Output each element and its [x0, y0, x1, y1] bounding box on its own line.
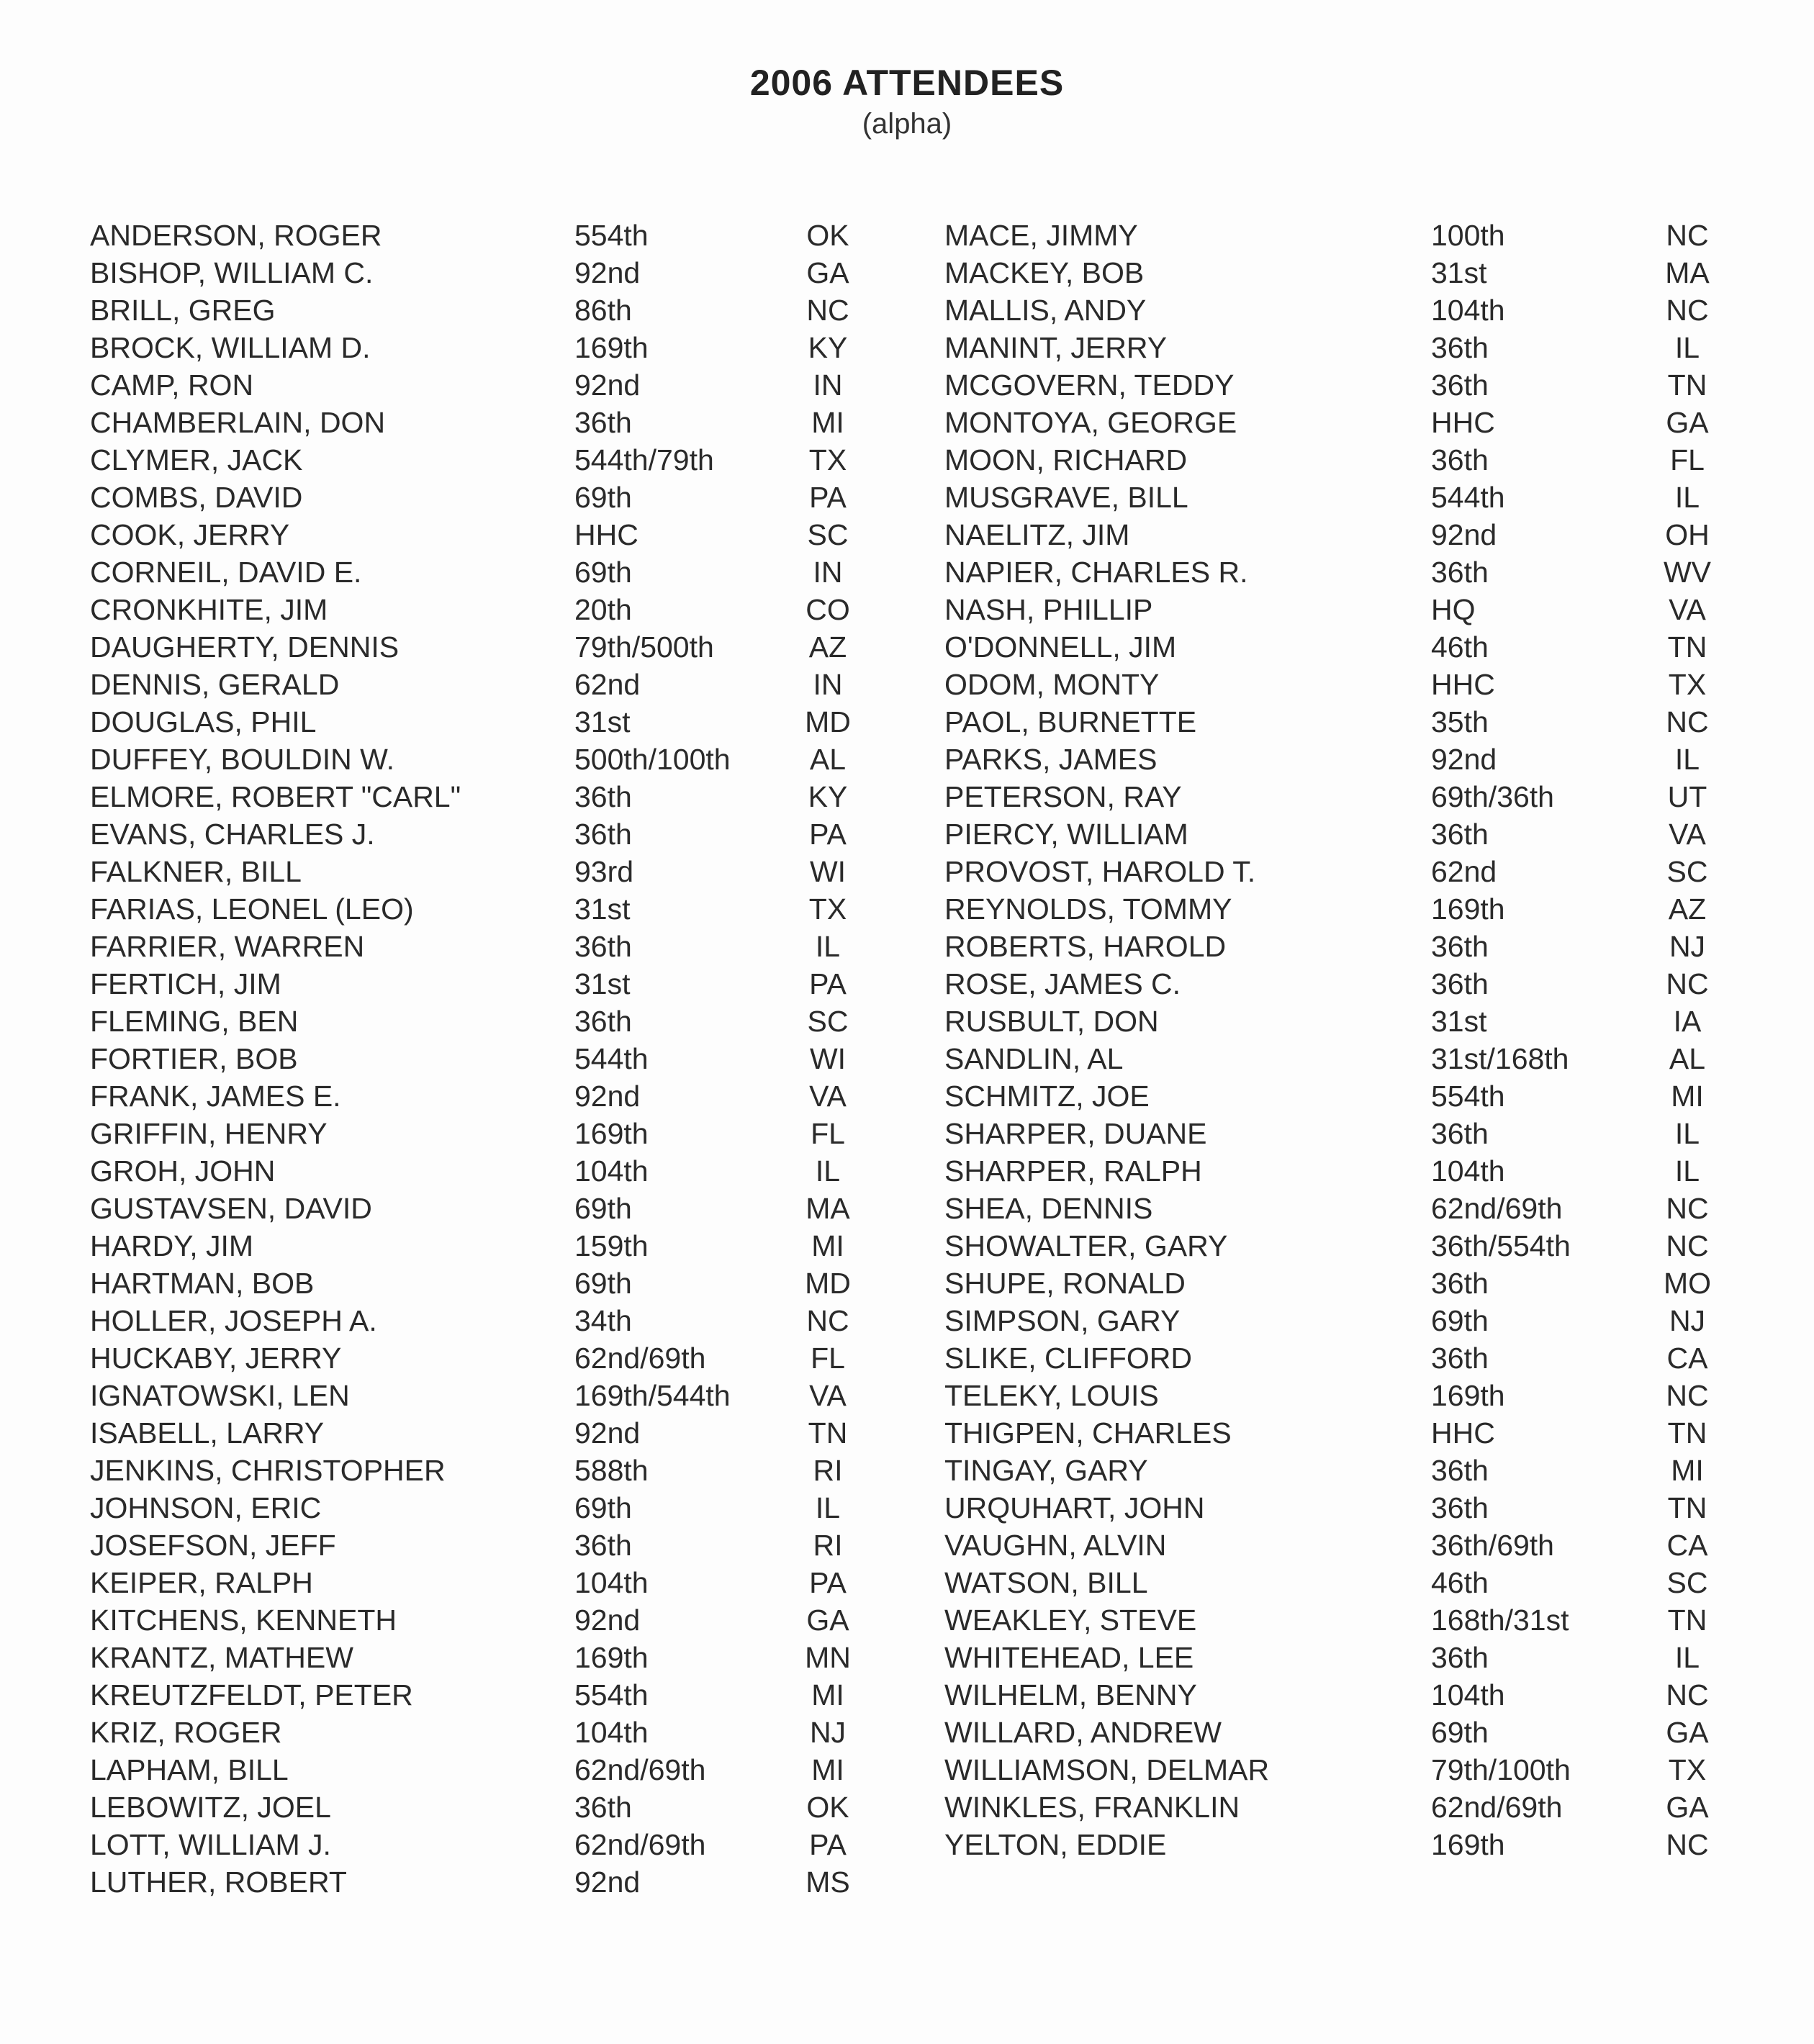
attendee-name: FLEMING, BEN [90, 1005, 299, 1038]
attendee-name: VAUGHN, ALVIN [944, 1529, 1167, 1562]
attendee-name: FRANK, JAMES E. [90, 1080, 341, 1113]
attendee-name: DAUGHERTY, DENNIS [90, 630, 400, 664]
attendee-name: TINGAY, GARY [944, 1454, 1148, 1487]
attendee-unit: 554th [1431, 1080, 1505, 1113]
attendee-unit: 168th/31st [1431, 1604, 1569, 1637]
attendee-name: WILHELM, BENNY [944, 1678, 1197, 1711]
attendee-state: PA [809, 967, 847, 1000]
attendee-state: NC [806, 1304, 849, 1337]
attendee-state: TX [1668, 1753, 1707, 1786]
attendee-name: ROBERTS, HAROLD [944, 930, 1227, 963]
attendee-name: COOK, JERRY [90, 518, 290, 551]
attendee-name: SHARPER, RALPH [944, 1154, 1202, 1188]
attendee-unit: 36th [574, 818, 632, 851]
attendee-name: SLIKE, CLIFFORD [944, 1342, 1193, 1375]
attendee-state: VA [809, 1379, 847, 1412]
attendee-unit: 35th [1431, 705, 1489, 738]
attendee-name: SHOWALTER, GARY [944, 1229, 1228, 1262]
attendee-state: KY [808, 780, 848, 813]
attendee-name: CORNEIL, DAVID E. [90, 556, 362, 589]
attendee-state: MI [1671, 1454, 1704, 1487]
attendee-name: ODOM, MONTY [944, 668, 1160, 701]
attendee-unit: 34th [574, 1304, 632, 1337]
attendee-unit: 36th [1431, 331, 1489, 364]
attendee-state: TN [1667, 1604, 1707, 1637]
attendee-name: SANDLIN, AL [944, 1042, 1124, 1075]
attendee-state: NC [1666, 219, 1709, 252]
attendee-state: SC [807, 1005, 849, 1038]
attendee-unit: 69th [574, 556, 632, 589]
attendee-name: GROH, JOHN [90, 1154, 276, 1188]
attendee-state: MI [811, 1678, 844, 1711]
attendee-unit: 69th [1431, 1716, 1489, 1749]
attendee-unit: 36th [1431, 1342, 1489, 1375]
attendee-unit: 69th [574, 481, 632, 514]
attendee-unit: 544th/79th [574, 443, 714, 476]
attendee-unit: 100th [1431, 219, 1505, 252]
attendee-name: BRILL, GREG [90, 294, 276, 327]
attendee-name: O'DONNELL, JIM [944, 630, 1177, 664]
attendee-state: MN [805, 1641, 851, 1674]
attendee-name: BISHOP, WILLIAM C. [90, 256, 374, 289]
attendee-unit: 169th [574, 1117, 649, 1150]
attendee-name: PARKS, JAMES [944, 743, 1158, 776]
attendee-state: TX [808, 892, 847, 926]
attendee-name: JOHNSON, ERIC [90, 1491, 322, 1524]
attendee-state: NC [806, 294, 849, 327]
attendee-state: IN [813, 556, 843, 589]
attendee-name: MONTOYA, GEORGE [944, 406, 1237, 439]
attendee-unit: 36th [1431, 1491, 1489, 1524]
attendee-name: HUCKABY, JERRY [90, 1342, 342, 1375]
attendee-name: WEAKLEY, STEVE [944, 1604, 1197, 1637]
attendee-unit: 46th [1431, 630, 1489, 664]
attendee-state: CO [806, 593, 850, 626]
attendee-name: SIMPSON, GARY [944, 1304, 1181, 1337]
attendee-unit: HHC [1431, 668, 1495, 701]
attendee-name: NAELITZ, JIM [944, 518, 1130, 551]
attendee-name: DOUGLAS, PHIL [90, 705, 317, 738]
attendee-name: MOON, RICHARD [944, 443, 1188, 476]
attendee-name: FORTIER, BOB [90, 1042, 298, 1075]
attendee-name: CLYMER, JACK [90, 443, 303, 476]
attendee-name: FERTICH, JIM [90, 967, 281, 1000]
attendee-unit: 79th/100th [1431, 1753, 1571, 1786]
attendee-state: FL [811, 1342, 845, 1375]
attendee-state: MA [1665, 256, 1710, 289]
attendee-state: NJ [1669, 930, 1706, 963]
attendee-state: VA [809, 1080, 847, 1113]
attendee-state: SC [1666, 1566, 1708, 1599]
attendee-unit: 588th [574, 1454, 649, 1487]
attendee-unit: 62nd [574, 668, 641, 701]
attendee-unit: 92nd [1431, 743, 1497, 776]
attendee-unit: 169th [1431, 1828, 1505, 1861]
attendee-state: IL [1674, 1117, 1700, 1150]
attendee-name: JOSEFSON, JEFF [90, 1529, 336, 1562]
attendee-state: TX [808, 443, 847, 476]
attendee-unit: 62nd/69th [1431, 1192, 1563, 1225]
attendee-name: FARIAS, LEONEL (LEO) [90, 892, 414, 926]
attendee-name: WHITEHEAD, LEE [944, 1641, 1194, 1674]
attendee-unit: 20th [574, 593, 632, 626]
attendee-unit: 46th [1431, 1566, 1489, 1599]
attendee-state: OH [1665, 518, 1710, 551]
attendee-state: NJ [809, 1716, 847, 1749]
attendee-unit: 36th [1431, 1641, 1489, 1674]
attendee-state: IN [813, 668, 843, 701]
attendee-name: KRANTZ, MATHEW [90, 1641, 353, 1674]
attendee-state: PA [809, 818, 847, 851]
attendee-name: NASH, PHILLIP [944, 593, 1153, 626]
attendee-state: GA [1666, 406, 1709, 439]
attendee-state: WV [1663, 556, 1712, 589]
attendee-state: AL [809, 743, 847, 776]
attendee-name: JENKINS, CHRISTOPHER [90, 1454, 446, 1487]
attendee-name: MACKEY, BOB [944, 256, 1145, 289]
attendee-unit: 36th/554th [1431, 1229, 1571, 1262]
attendee-unit: 86th [574, 294, 632, 327]
attendee-state: NC [1666, 705, 1709, 738]
attendee-name: LEBOWITZ, JOEL [90, 1791, 331, 1824]
attendee-state: TX [1668, 668, 1707, 701]
attendee-state: MI [811, 1229, 844, 1262]
attendee-unit: HHC [1431, 406, 1495, 439]
attendee-unit: 36th [1431, 556, 1489, 589]
attendee-unit: 36th [574, 1529, 632, 1562]
attendee-unit: 544th [574, 1042, 649, 1075]
attendee-state: MI [811, 406, 844, 439]
attendee-state: MS [806, 1866, 850, 1899]
attendee-unit: 31st [1431, 1005, 1487, 1038]
attendee-unit: 62nd/69th [574, 1753, 706, 1786]
attendee-state: AL [1669, 1042, 1706, 1075]
attendee-name: FALKNER, BILL [90, 855, 302, 888]
attendee-name: MUSGRAVE, BILL [944, 481, 1188, 514]
attendee-name: ELMORE, ROBERT "CARL" [90, 780, 461, 813]
attendee-name: REYNOLDS, TOMMY [944, 892, 1232, 926]
attendee-name: MACE, JIMMY [944, 219, 1138, 252]
attendee-state: GA [1666, 1716, 1709, 1749]
attendee-name: GUSTAVSEN, DAVID [90, 1192, 372, 1225]
attendee-name: ROSE, JAMES C. [944, 967, 1181, 1000]
attendee-name: GRIFFIN, HENRY [90, 1117, 328, 1150]
attendee-name: KRIZ, ROGER [90, 1716, 282, 1749]
attendee-unit: 104th [1431, 294, 1505, 327]
attendee-unit: 92nd [574, 1604, 641, 1637]
attendee-unit: 169th [1431, 892, 1505, 926]
attendee-unit: 62nd/69th [574, 1342, 706, 1375]
attendee-state: AZ [1668, 892, 1707, 926]
attendee-state: NC [1666, 967, 1709, 1000]
attendee-state: TN [1667, 368, 1707, 402]
attendee-state: VA [1669, 818, 1706, 851]
attendee-unit: 169th [574, 1641, 649, 1674]
attendee-state: TN [808, 1416, 848, 1450]
attendee-state: SC [1666, 855, 1708, 888]
attendee-state: FL [1670, 443, 1705, 476]
attendee-unit: 104th [574, 1154, 649, 1188]
attendee-unit: 36th [574, 406, 632, 439]
attendee-name: KREUTZFELDT, PETER [90, 1678, 413, 1711]
attendee-unit: 169th [574, 331, 649, 364]
attendee-name: TELEKY, LOUIS [944, 1379, 1159, 1412]
attendee-state: IL [815, 930, 841, 963]
attendee-state: IA [1673, 1005, 1702, 1038]
attendee-name: THIGPEN, CHARLES [944, 1416, 1232, 1450]
attendee-name: MALLIS, ANDY [944, 294, 1147, 327]
attendee-unit: 36th [1431, 443, 1489, 476]
attendee-name: SHEA, DENNIS [944, 1192, 1153, 1225]
attendee-state: FL [811, 1117, 845, 1150]
attendee-unit: 31st [574, 705, 631, 738]
attendee-state: MO [1663, 1267, 1712, 1300]
attendee-unit: 92nd [574, 1416, 641, 1450]
attendee-state: VA [1669, 593, 1706, 626]
attendee-name: BROCK, WILLIAM D. [90, 331, 371, 364]
attendee-state: MI [811, 1753, 844, 1786]
attendee-unit: 62nd/69th [574, 1828, 706, 1861]
attendee-name: LOTT, WILLIAM J. [90, 1828, 331, 1861]
attendee-state: GA [806, 256, 849, 289]
attendee-state: RI [813, 1529, 843, 1562]
attendee-state: RI [813, 1454, 843, 1487]
attendee-name: NAPIER, CHARLES R. [944, 556, 1248, 589]
attendee-unit: 62nd [1431, 855, 1497, 888]
attendee-unit: 104th [1431, 1678, 1505, 1711]
attendee-name: MANINT, JERRY [944, 331, 1168, 364]
attendee-name: IGNATOWSKI, LEN [90, 1379, 350, 1412]
attendee-unit: 500th/100th [574, 743, 731, 776]
attendee-unit: 36th [1431, 1117, 1489, 1150]
attendee-state: IL [815, 1491, 841, 1524]
attendee-unit: 92nd [574, 368, 641, 402]
attendee-unit: 36th/69th [1431, 1529, 1554, 1562]
attendee-unit: 36th [1431, 967, 1489, 1000]
attendee-name: DENNIS, GERALD [90, 668, 340, 701]
attendee-name: WATSON, BILL [944, 1566, 1148, 1599]
attendee-state: IL [1674, 1641, 1700, 1674]
attendee-name: URQUHART, JOHN [944, 1491, 1205, 1524]
attendee-state: IL [1674, 1154, 1700, 1188]
attendee-name: HOLLER, JOSEPH A. [90, 1304, 377, 1337]
attendee-state: CA [1666, 1342, 1708, 1375]
attendee-state: IN [813, 368, 843, 402]
attendee-unit: 554th [574, 219, 649, 252]
attendee-unit: 62nd/69th [1431, 1791, 1563, 1824]
attendee-unit: 36th [1431, 1267, 1489, 1300]
attendee-state: PA [809, 1828, 847, 1861]
attendee-state: TN [1667, 1416, 1707, 1450]
attendee-name: CHAMBERLAIN, DON [90, 406, 386, 439]
attendee-name: RUSBULT, DON [944, 1005, 1159, 1038]
attendee-name: HARTMAN, BOB [90, 1267, 315, 1300]
attendee-unit: 69th [1431, 1304, 1489, 1337]
attendee-unit: 36th [1431, 930, 1489, 963]
attendee-name: YELTON, EDDIE [944, 1828, 1167, 1861]
attendee-unit: 31st [574, 967, 631, 1000]
attendee-unit: 36th [574, 780, 632, 813]
attendee-unit: 31st/168th [1431, 1042, 1569, 1075]
attendee-name: ANDERSON, ROGER [90, 219, 382, 252]
attendee-name: PETERSON, RAY [944, 780, 1182, 813]
attendee-name: COMBS, DAVID [90, 481, 303, 514]
attendee-name: WILLARD, ANDREW [944, 1716, 1222, 1749]
attendee-unit: 79th/500th [574, 630, 714, 664]
attendee-name: KEIPER, RALPH [90, 1566, 313, 1599]
attendee-name: PROVOST, HAROLD T. [944, 855, 1256, 888]
attendee-unit: 92nd [574, 1080, 641, 1113]
attendee-name: LUTHER, ROBERT [90, 1866, 347, 1899]
attendee-unit: HHC [574, 518, 638, 551]
attendee-unit: 36th [1431, 1454, 1489, 1487]
page-subtitle: (alpha) [862, 108, 952, 140]
attendee-state: NC [1666, 1678, 1709, 1711]
attendee-name: PAOL, BURNETTE [944, 705, 1197, 738]
attendee-unit: 69th [574, 1491, 632, 1524]
attendee-name: PIERCY, WILLIAM [944, 818, 1188, 851]
attendee-unit: 159th [574, 1229, 649, 1262]
attendee-unit: 93rd [574, 855, 634, 888]
attendee-state: IL [1674, 331, 1700, 364]
attendee-name: KITCHENS, KENNETH [90, 1604, 397, 1637]
attendee-state: UT [1667, 780, 1707, 813]
attendee-state: IL [815, 1154, 841, 1188]
attendee-state: NC [1666, 1379, 1709, 1412]
attendee-state: MA [806, 1192, 850, 1225]
attendee-unit: 69th [574, 1267, 632, 1300]
attendee-state: IL [1674, 481, 1700, 514]
attendee-unit: 92nd [574, 1866, 641, 1899]
attendee-unit: 92nd [1431, 518, 1497, 551]
attendee-unit: 31st [1431, 256, 1487, 289]
attendee-unit: 36th [1431, 368, 1489, 402]
attendee-name: FARRIER, WARREN [90, 930, 365, 963]
attendee-name: WILLIAMSON, DELMAR [944, 1753, 1270, 1786]
attendee-state: NC [1666, 1192, 1709, 1225]
attendee-name: CAMP, RON [90, 368, 254, 402]
attendee-unit: 36th [574, 1005, 632, 1038]
attendee-state: TN [1667, 630, 1707, 664]
attendee-state: TN [1667, 1491, 1707, 1524]
attendee-state: CA [1666, 1529, 1708, 1562]
attendee-name: SHUPE, RONALD [944, 1267, 1186, 1300]
attendee-state: NC [1666, 1828, 1709, 1861]
attendee-unit: 104th [574, 1716, 649, 1749]
attendee-name: SHARPER, DUANE [944, 1117, 1207, 1150]
attendee-name: SCHMITZ, JOE [944, 1080, 1150, 1113]
attendee-unit: 92nd [574, 256, 641, 289]
attendee-state: WI [809, 855, 847, 888]
attendee-state: GA [806, 1604, 849, 1637]
attendee-unit: 104th [574, 1566, 649, 1599]
attendee-name: ISABELL, LARRY [90, 1416, 325, 1450]
attendee-state: MD [805, 705, 851, 738]
attendee-unit: 36th [1431, 818, 1489, 851]
attendee-state: NJ [1669, 1304, 1706, 1337]
attendee-state: GA [1666, 1791, 1709, 1824]
attendee-unit: 36th [574, 930, 632, 963]
attendee-unit: 169th/544th [574, 1379, 731, 1412]
attendee-state: MI [1671, 1080, 1704, 1113]
attendee-state: OK [806, 1791, 849, 1824]
attendee-name: DUFFEY, BOULDIN W. [90, 743, 394, 776]
attendee-unit: 544th [1431, 481, 1505, 514]
attendee-unit: HQ [1431, 593, 1476, 626]
attendee-name: MCGOVERN, TEDDY [944, 368, 1235, 402]
attendee-name: LAPHAM, BILL [90, 1753, 289, 1786]
attendee-unit: 36th [574, 1791, 632, 1824]
attendee-state: KY [808, 331, 848, 364]
attendee-unit: HHC [1431, 1416, 1495, 1450]
attendee-name: WINKLES, FRANKLIN [944, 1791, 1240, 1824]
attendee-unit: 169th [1431, 1379, 1505, 1412]
attendee-state: WI [809, 1042, 847, 1075]
attendee-state: SC [807, 518, 849, 551]
attendee-state: NC [1666, 294, 1709, 327]
attendee-state: MD [805, 1267, 851, 1300]
attendee-unit: 31st [574, 892, 631, 926]
attendee-state: NC [1666, 1229, 1709, 1262]
attendee-state: AZ [808, 630, 847, 664]
page-title: 2006 ATTENDEES [749, 63, 1065, 103]
attendee-state: OK [806, 219, 849, 252]
attendee-unit: 69th [574, 1192, 632, 1225]
attendee-unit: 554th [574, 1678, 649, 1711]
attendee-unit: 69th/36th [1431, 780, 1554, 813]
attendee-state: PA [809, 481, 847, 514]
attendee-state: PA [809, 1566, 847, 1599]
attendee-name: HARDY, JIM [90, 1229, 254, 1262]
attendee-name: EVANS, CHARLES J. [90, 818, 375, 851]
attendee-state: IL [1674, 743, 1700, 776]
attendee-unit: 104th [1431, 1154, 1505, 1188]
attendee-name: CRONKHITE, JIM [90, 593, 328, 626]
